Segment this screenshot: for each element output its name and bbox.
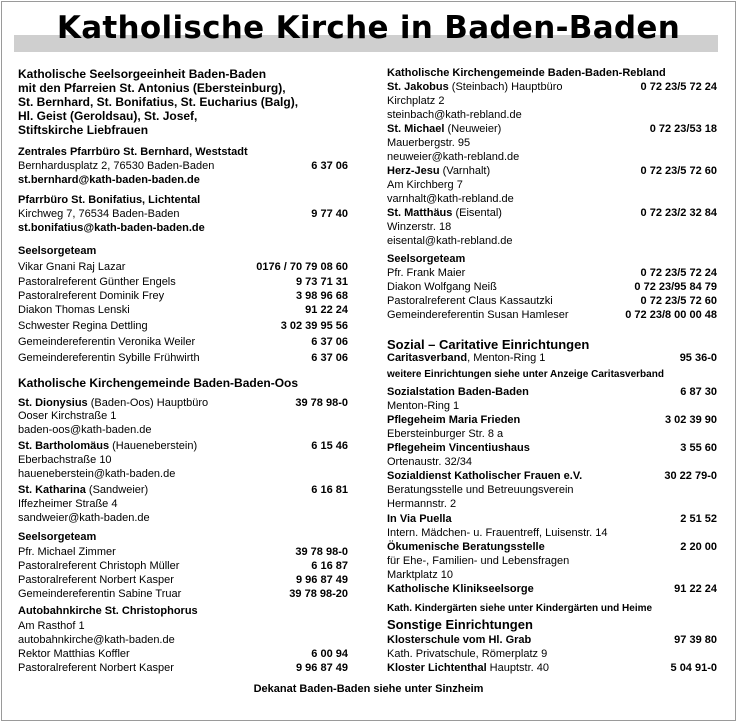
team-title: Seelsorgeteam (18, 245, 97, 257)
intro-line-1: Katholische Seelsorgeeinheit Baden-Baden (18, 67, 267, 81)
rebland-jakobus-address: Kirchplatz 2 (387, 95, 445, 107)
skf-address-1: Beratungsstelle und Betreuungsverein (387, 484, 574, 496)
intro-line-5: Stiftskirche Liebfrauen (18, 123, 149, 137)
sonstige-title: Sonstige Einrichtungen (387, 617, 533, 632)
footer-note: Dekanat Baden-Baden siehe unter Sinzheim (253, 683, 484, 695)
oos-bartholomaeus-email[interactable]: haueneberstein@kath-baden.de (18, 468, 176, 480)
rebland-matthaeus-email[interactable]: eisental@kath-rebland.de (387, 235, 513, 247)
oos-katharina-email[interactable]: sandweier@kath-baden.de (18, 512, 150, 524)
intro-line-3: St. Bernhard, St. Bonifatius, St. Eucharius (Balg), (18, 95, 299, 109)
mariafrieden-address: Ebersteinburger Str. 8 a (387, 428, 504, 440)
vincentiushaus-address: Ortenaustr. 32/34 (387, 456, 472, 468)
oos-dionysius-email[interactable]: baden-oos@kath-baden.de (18, 424, 152, 436)
rebland-team-title: Seelsorgeteam (387, 253, 466, 265)
bonifatius-tel: 9 77 40 (311, 208, 348, 220)
zentral-title: Zentrales Pfarrbüro St. Bernhard, Weststadt (18, 146, 248, 158)
rebland-jakobus-email[interactable]: steinbach@kath-rebland.de (387, 109, 522, 121)
autobahn-email[interactable]: autobahnkirche@kath-baden.de (18, 634, 175, 646)
zentral-tel: 6 37 06 (311, 160, 348, 172)
oos-dionysius-address: Ooser Kirchstraße 1 (18, 410, 117, 422)
rebland-title: Katholische Kirchengemeinde Baden-Baden-Rebland (387, 67, 666, 79)
autobahn-title: Autobahnkirche St. Christophorus (18, 605, 198, 617)
rebland-michael-address: Mauerbergstr. 95 (387, 137, 471, 149)
page-title: Katholische Kirche in Baden-Baden (56, 10, 681, 46)
oekumenisch-address-1: für Ehe-, Familien- und Lebensfragen (387, 555, 570, 567)
oekumenisch-address-2: Marktplatz 10 (387, 569, 454, 581)
sozial-title: Sozial – Caritative Einrichtungen (387, 337, 590, 352)
inviapuella-address: Intern. Mädchen- u. Frauentreff, Luisenstr. 14 (387, 527, 608, 539)
bonifatius-email[interactable]: st.bonifatius@kath-baden-baden.de (18, 222, 205, 234)
rebland-michael-email[interactable]: neuweier@kath-rebland.de (387, 151, 520, 163)
skf-address-2: Hermannstr. 2 (387, 498, 457, 510)
zentral-email[interactable]: st.bernhard@kath-baden-baden.de (18, 174, 200, 186)
bonifatius-title: Pfarrbüro St. Bonifatius, Lichtental (18, 194, 201, 206)
oos-katharina-address: Iffezheimer Straße 4 (18, 498, 118, 510)
oos-title: Katholische Kirchengemeinde Baden-Baden-Oos (18, 376, 299, 390)
team2-title: Seelsorgeteam (18, 531, 97, 543)
sozialstation-address: Menton-Ring 1 (387, 400, 460, 412)
rebland-matthaeus-address: Winzerstr. 18 (387, 221, 452, 233)
klosterschule-address: Kath. Privatschule, Römerplatz 9 (387, 648, 548, 660)
rebland-herzjesu-email[interactable]: varnhalt@kath-rebland.de (387, 193, 514, 205)
autobahn-address: Am Rasthof 1 (18, 620, 85, 632)
rebland-herzjesu-address: Am Kirchberg 7 (387, 179, 463, 191)
kindergaerten-note: Kath. Kindergärten siehe unter Kindergärten und Heime (387, 603, 653, 614)
oos-bartholomaeus-address: Eberbachstraße 10 (18, 454, 112, 466)
caritas-more: weitere Einrichtungen siehe unter Anzeige Caritasverband (387, 369, 664, 380)
intro-line-2: mit den Pfarreien St. Antonius (Ebersteinburg), (18, 81, 286, 95)
intro-line-4: Hl. Geist (Geroldsau), St. Josef, (18, 109, 198, 123)
